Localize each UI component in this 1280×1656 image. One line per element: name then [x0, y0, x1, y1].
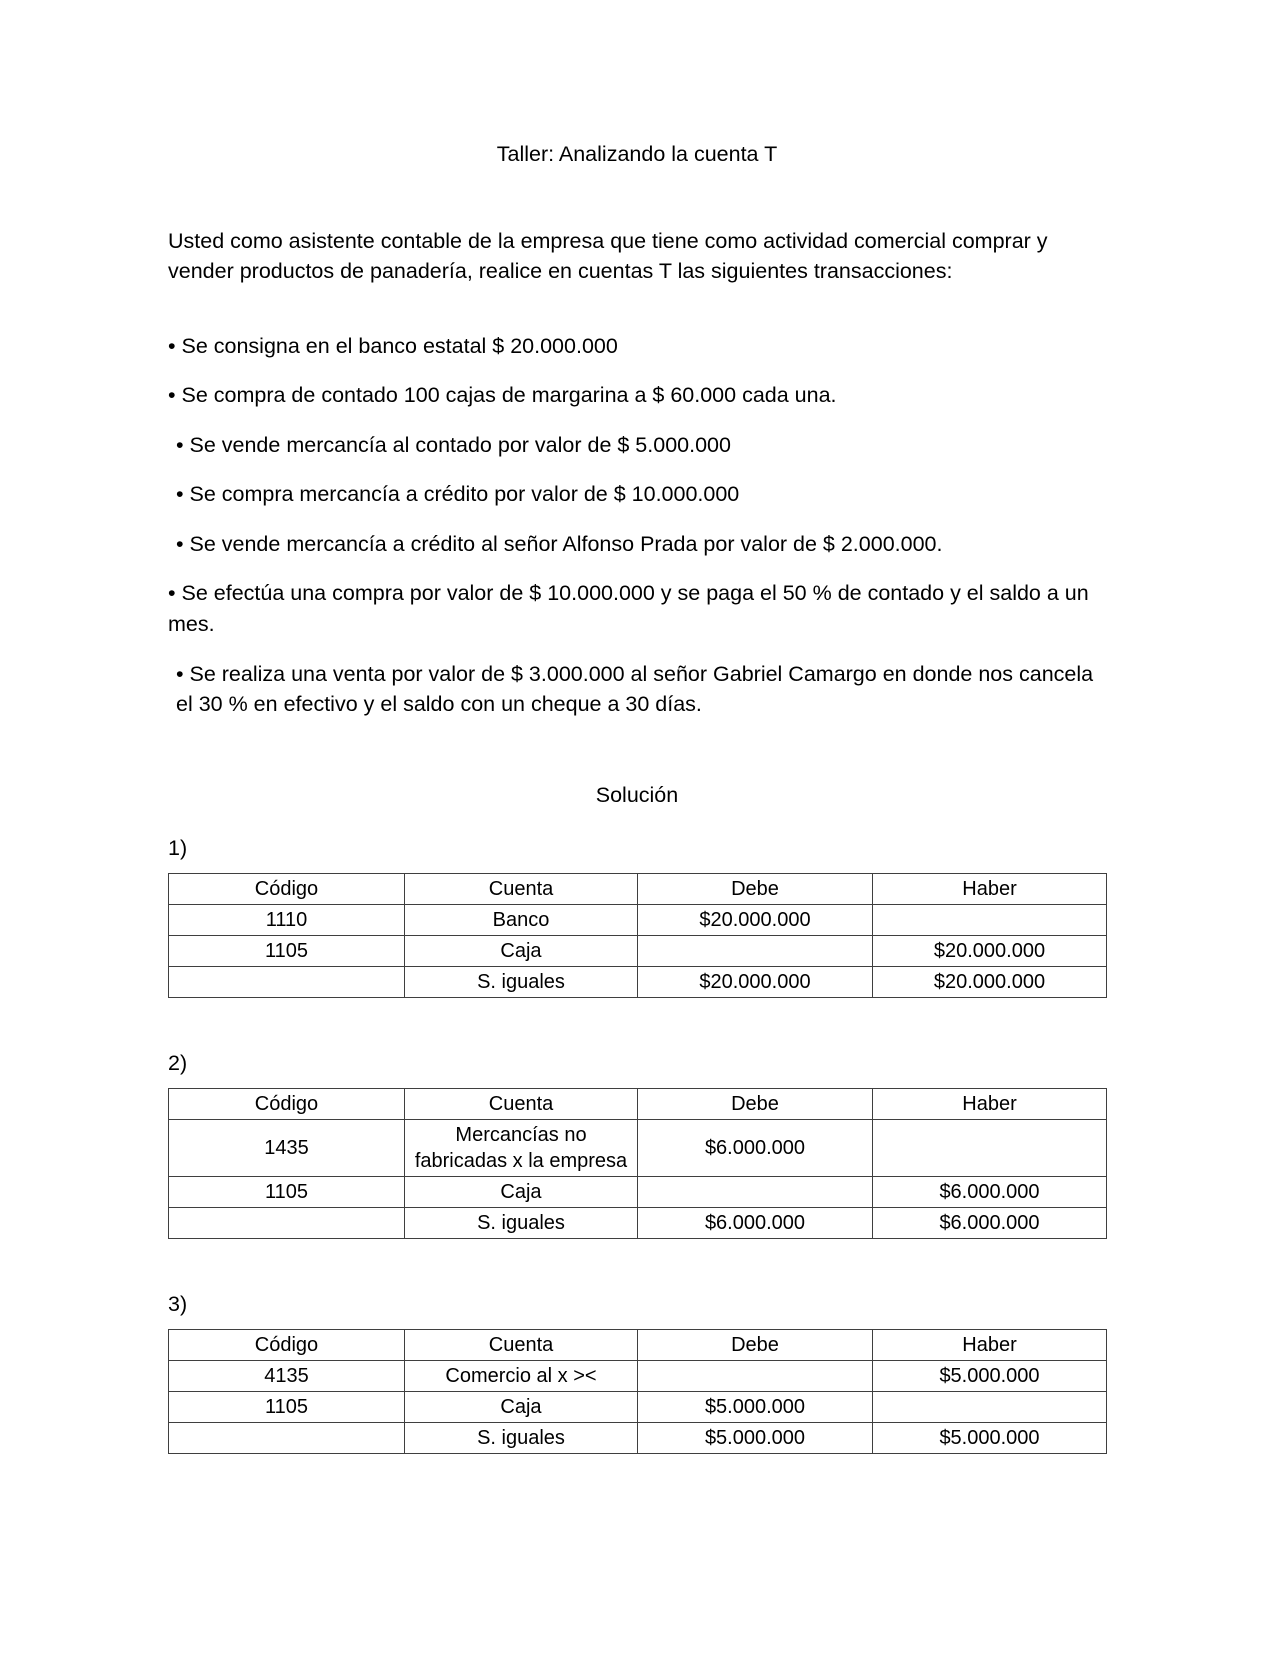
column-header-cuenta: Cuenta: [405, 874, 638, 905]
cell-haber: $20.000.000: [873, 967, 1107, 998]
cell-debe: $6.000.000: [638, 1120, 873, 1177]
column-header-debe: Debe: [638, 874, 873, 905]
cell-codigo: 1105: [169, 936, 405, 967]
table-header-row: [169, 1330, 1107, 1361]
column-header-haber: Haber: [873, 874, 1107, 905]
list-item: • Se vende mercancía al contado por valor de $ 5.000.000: [176, 432, 731, 457]
column-header-haber: Haber: [873, 1330, 1107, 1361]
table-row: [169, 1120, 1107, 1177]
cell-debe: $20.000.000: [638, 905, 873, 936]
list-item: • Se efectúa una compra por valor de $ 10.000.000 y se paga el 50 % de contado y el saldo a un mes.: [168, 581, 1089, 636]
cell-debe: [638, 936, 873, 967]
column-header-codigo: Código: [169, 874, 405, 905]
cell-cuenta: Caja: [405, 1177, 638, 1208]
cell-haber: [873, 905, 1107, 936]
ledger-table-3: [168, 1329, 1107, 1454]
cell-codigo: [169, 1208, 405, 1239]
cell-cuenta: S. iguales: [405, 1208, 638, 1239]
list-item: • Se realiza una venta por valor de $ 3.000.000 al señor Gabriel Camargo en donde nos cancela el 30 % en efectivo y el saldo con un cheque a 30 días.: [176, 661, 1094, 717]
cell-debe: $20.000.000: [638, 967, 873, 998]
intro-paragraph: Usted como asistente contable de la empresa que tiene como actividad comercial comprar y vender productos de panadería, realice en cuentas T las siguientes transacciones:: [168, 228, 1048, 284]
cell-cuenta: Mercancías no fabricadas x la empresa: [405, 1120, 638, 1177]
cell-codigo: 1435: [169, 1120, 405, 1177]
list-item: • Se vende mercancía a crédito al señor Alfonso Prada por valor de $ 2.000.000.: [176, 531, 943, 556]
cell-cuenta: Caja: [405, 1392, 638, 1423]
list-item: • Se compra de contado 100 cajas de margarina a $ 60.000 cada una.: [168, 383, 837, 408]
table-header-row: [169, 1089, 1107, 1120]
solution-heading: Solución: [595, 782, 679, 807]
list-item: • Se compra mercancía a crédito por valor de $ 10.000.000: [176, 482, 740, 507]
table-row: [169, 905, 1107, 936]
table-totals-row: [169, 1423, 1107, 1454]
column-header-debe: Debe: [638, 1089, 873, 1120]
column-header-haber: Haber: [873, 1089, 1107, 1120]
column-header-codigo: Código: [169, 1330, 405, 1361]
table-totals-row: [169, 1208, 1107, 1239]
table-label-1: 1): [168, 836, 188, 861]
cell-debe: [638, 1177, 873, 1208]
cell-cuenta: Comercio al x ><: [405, 1361, 638, 1392]
cell-codigo: [169, 1423, 405, 1454]
cell-haber: $5.000.000: [873, 1423, 1107, 1454]
cell-debe: [638, 1361, 873, 1392]
column-header-debe: Debe: [638, 1330, 873, 1361]
cell-codigo: 1110: [169, 905, 405, 936]
cell-debe: $5.000.000: [638, 1423, 873, 1454]
table-totals-row: [169, 967, 1107, 998]
table-header-row: [169, 874, 1107, 905]
cell-debe: $6.000.000: [638, 1208, 873, 1239]
document-content: [168, 0, 1106, 1454]
cell-haber: $20.000.000: [873, 936, 1107, 967]
cell-haber: $6.000.000: [873, 1177, 1107, 1208]
table-row: [169, 1361, 1107, 1392]
cell-haber: [873, 1392, 1107, 1423]
column-header-cuenta: Cuenta: [405, 1330, 638, 1361]
cell-codigo: 1105: [169, 1392, 405, 1423]
cell-cuenta: S. iguales: [405, 1423, 638, 1454]
table-row: [169, 1177, 1107, 1208]
cell-haber: [873, 1120, 1107, 1177]
page-title: Taller: Analizando la cuenta T: [496, 142, 778, 166]
cell-haber: $5.000.000: [873, 1361, 1107, 1392]
cell-cuenta: Caja: [405, 936, 638, 967]
table-label-3: 3): [168, 1292, 188, 1317]
cell-haber: $6.000.000: [873, 1208, 1107, 1239]
ledger-table-2: [168, 1088, 1107, 1239]
table-row: [169, 1392, 1107, 1423]
cell-codigo: 4135: [169, 1361, 405, 1392]
cell-cuenta: S. iguales: [405, 967, 638, 998]
column-header-cuenta: Cuenta: [405, 1089, 638, 1120]
transaction-bullet-list: [168, 331, 1106, 720]
table-row: [169, 936, 1107, 967]
cell-codigo: [169, 967, 405, 998]
cell-codigo: 1105: [169, 1177, 405, 1208]
cell-debe: $5.000.000: [638, 1392, 873, 1423]
ledger-table-1: [168, 873, 1107, 998]
cell-cuenta: Banco: [405, 905, 638, 936]
table-label-2: 2): [168, 1051, 188, 1076]
list-item: • Se consigna en el banco estatal $ 20.000.000: [168, 333, 618, 358]
column-header-codigo: Código: [169, 1089, 405, 1120]
